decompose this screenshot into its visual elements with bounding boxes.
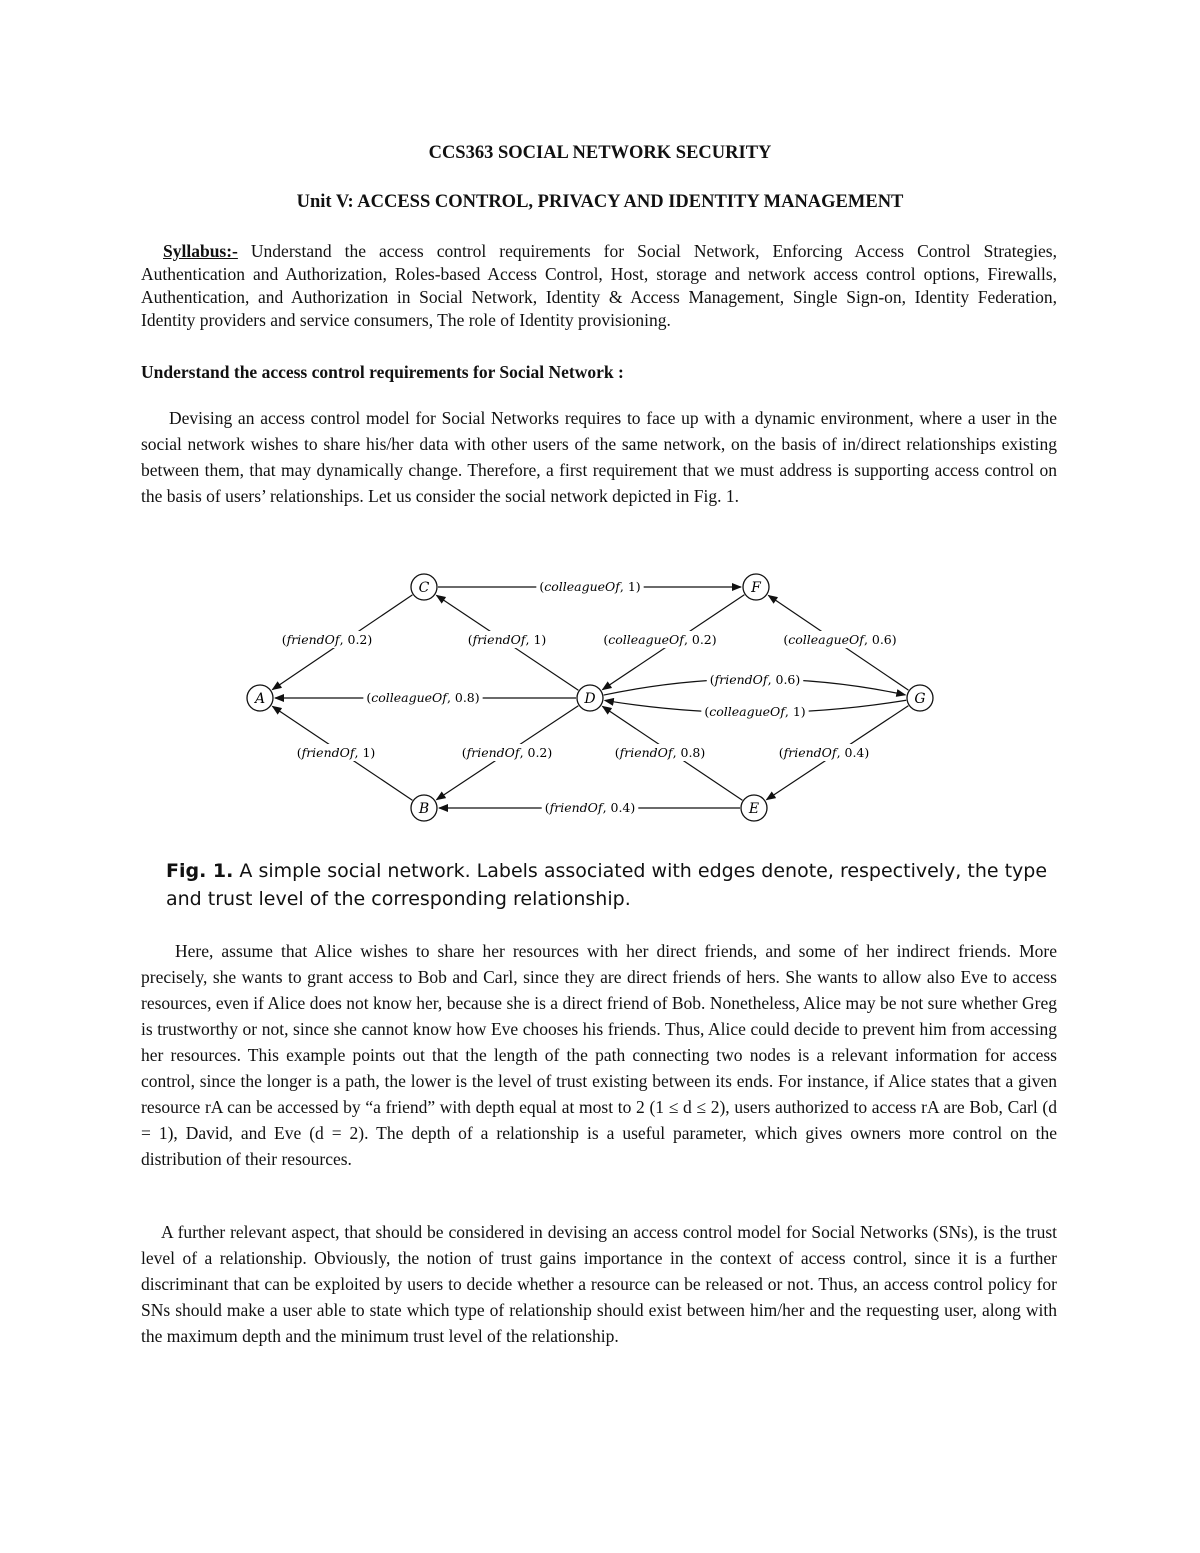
edge-label-c-f: (colleagueOf, 1) xyxy=(539,579,641,594)
node-label-d: D xyxy=(584,691,596,707)
edge-label-g-d: (colleagueOf, 1) xyxy=(704,704,806,719)
edge-label-b-a: (friendOf, 1) xyxy=(296,745,376,760)
paragraph-2: Here, assume that Alice wishes to share her resources with her direct friends, and some of her indirect friends. More precisely, she wants to grant access to Bob and Carl, since they are direct friends of hers. She wants to allow also Eve to access resources, even if Alice does not know her, because she is a direct friend of Bob. Nonetheless, Alice may be not sure whether Greg is trustworthy or not, since she cannot know how Eve chooses his friends. Thus, Alice could decide to prevent him from accessing her resources. This example points out that the length of the path connecting two nodes is a relevant information for access control, since the longer is a path, the lower is the level of trust existing between its ends. For instance, if Alice states that a given resource rA can be accessed by “a friend” with depth equal at most to 2 (1 ≤ d ≤ 2), users authorized to access rA are Bob, Carl (d = 1), David, and Eve (d = 2). The depth of a relationship is a useful parameter, which gives owners more control on the distribution of their resources. xyxy=(141,941,1057,1169)
node-label-b: B xyxy=(418,801,430,817)
syllabus-paragraph xyxy=(141,240,1057,332)
edge-label-e-b: (friendOf, 0.4) xyxy=(544,800,636,815)
edge-label-d-b: (friendOf, 0.2) xyxy=(461,745,553,760)
social-network-figure xyxy=(240,565,950,830)
node-label-g: G xyxy=(914,691,926,707)
course-title: CCS363 SOCIAL NETWORK SECURITY xyxy=(428,143,772,163)
figure-caption xyxy=(166,857,1066,913)
edge-label-d-g: (friendOf, 0.6) xyxy=(709,672,801,687)
node-label-f: F xyxy=(751,580,761,596)
section-heading: Understand the access control requirements for Social Network : xyxy=(141,362,624,382)
edge-label-d-c: (friendOf, 1) xyxy=(467,632,547,647)
paragraph-1: Devising an access control model for Social Networks requires to face up with a dynamic environment, where a user in the social network wishes to share his/her data with other users of the same network, on the basis of in/direct relationships existing between them, that may dynamically change. Therefore, a first requirement that we must address is supporting access control on the basis of users’ relationships. Let us consider the social network depicted in Fig. 1. xyxy=(141,408,1057,506)
paragraph-3: A further relevant aspect, that should be considered in devising an access control model for Social Networks (SNs), is the trust level of a relationship. Obviously, the notion of trust gains importance in the context of access control, since it is a further discriminant that can be exploited by users to decide whether a resource can be released or not. Thus, an access control policy for SNs should make a user able to state which type of relationship should exist between him/her and the requesting user, along with the maximum depth and the minimum trust level of the relationship. xyxy=(141,1222,1057,1346)
edge-label-g-e: (friendOf, 0.4) xyxy=(778,745,870,760)
edge-label-f-d: (colleagueOf, 0.2) xyxy=(603,632,717,647)
social-network-graph xyxy=(240,565,950,830)
unit-title: Unit V: ACCESS CONTROL, PRIVACY AND IDENTITY MANAGEMENT xyxy=(296,192,904,212)
caption-text: A simple social network. Labels associated with edges denote, respectively, the type and trust level of the corresponding relationship. xyxy=(166,860,1048,910)
node-label-c: C xyxy=(418,580,430,596)
node-label-a: A xyxy=(254,691,266,707)
edge-label-c-a: (friendOf, 0.2) xyxy=(281,632,373,647)
edge-label-g-f: (colleagueOf, 0.6) xyxy=(783,632,897,647)
node-label-e: E xyxy=(748,801,760,817)
caption-label: Fig. 1. xyxy=(166,860,234,882)
edge-label-e-d: (friendOf, 0.8) xyxy=(614,745,706,760)
syllabus-label: Syllabus:- xyxy=(163,241,238,261)
edge-label-d-a: (colleagueOf, 0.8) xyxy=(366,690,480,705)
syllabus-text: Understand the access control requirements for Social Network, Enforcing Access Control Strategies, Authentication and Authorization, Roles-based Access Control, Host, storage and network access control options, Firewalls, Authentication, and Authorization in Social Network, Identity & Access Management, Single Sign-on, Identity Federation, Identity providers and service consumers, The role of Identity provisioning. xyxy=(141,241,1057,330)
